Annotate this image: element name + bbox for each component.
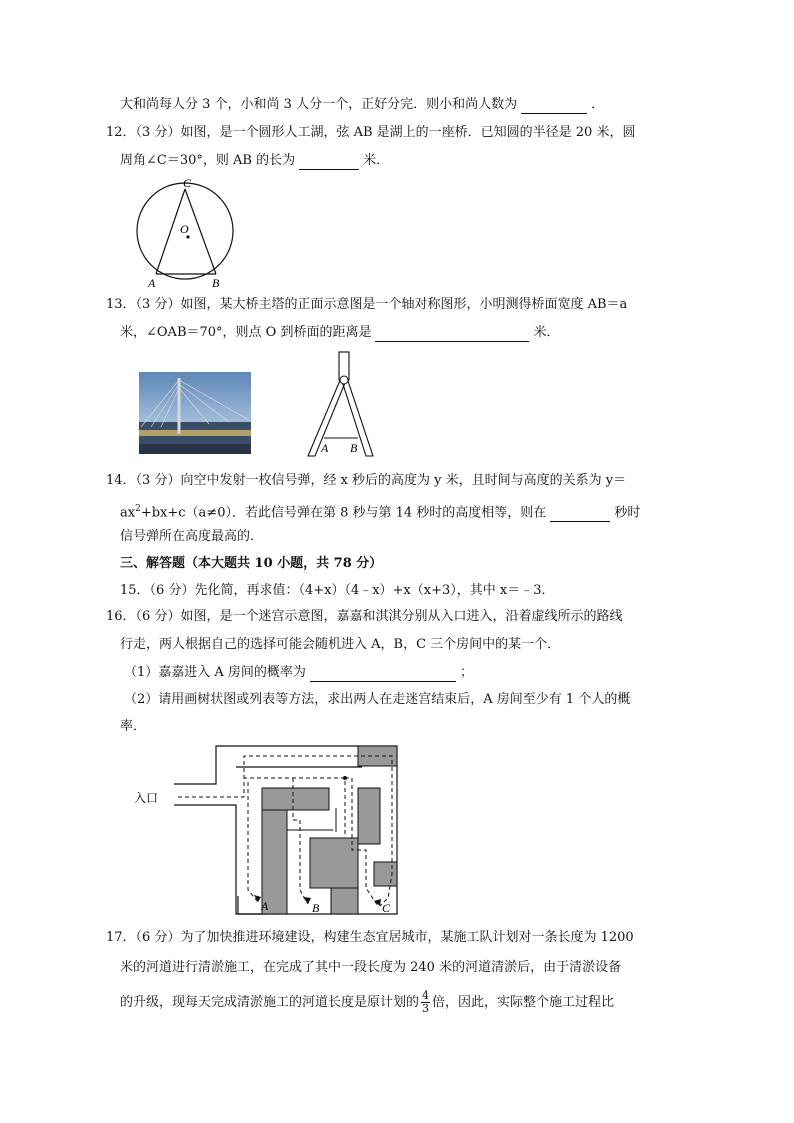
answer-blank[interactable] — [375, 327, 529, 342]
q14-end: 秒时 — [614, 505, 641, 521]
q16-line-5: 率． — [120, 719, 147, 734]
q16-sub1: （1）嘉嘉进入 A 房间的概率为 — [124, 665, 306, 680]
q14-exponent: 2 — [135, 504, 141, 514]
q14-line-1: 14．（3 分）向空中发射一枚信号弹，经 x 秒后的高度为 y 米，且时间与高度的关系为 y＝ — [106, 473, 627, 488]
chord-cb — [185, 189, 216, 274]
room-a-label: A — [261, 899, 269, 913]
q13-text: 米，∠OAB＝70°，则点 O 到桥面的距离是 — [120, 325, 372, 340]
q14-text: +bx+c（a≠0）．若此信号弹在第 8 秒与第 14 秒时的高度相等，则在 — [140, 505, 547, 521]
q13-line-2 — [120, 324, 559, 342]
label-a: A — [148, 276, 156, 290]
label-a: A — [321, 441, 329, 455]
q16-line-4: （2）请用画树状图或列表等方法，求出两人在走迷宫结束后，A 房间至少有 1 个人的概 — [124, 692, 631, 707]
bridge-photo — [139, 372, 251, 454]
fraction-denominator: 3 — [422, 1002, 430, 1015]
label-b: B — [212, 276, 220, 290]
q17-line-2: 米的河道进行清淤施工，在完成了其中一段长度为 240 米的河道清淤后，由于清淤设备 — [120, 960, 622, 975]
q14-line-3: 信号弹所在高度最高的． — [120, 529, 264, 544]
q12-line-2 — [120, 152, 389, 170]
tower-diagram — [300, 350, 380, 460]
q12-end: 米． — [363, 153, 390, 168]
q17-text: 的升级，现每天完成清淤施工的河道长度是原计划的 — [120, 995, 420, 1010]
maze-entrance-label: 入口 — [134, 791, 159, 805]
q12-line-1: 12．（3 分）如图，是一个圆形人工湖，弦 AB 是湖上的一座桥．已知圆的半径是 20 米，圆 — [106, 125, 636, 140]
q11-end: ． — [591, 97, 605, 112]
q14-ax: ax — [120, 505, 136, 521]
q17-end: 倍，因此，实际整个施工过程比 — [432, 995, 615, 1010]
label-o: O — [180, 222, 189, 236]
q16-line-2: 行走，两人根据自己的选择可能会随机进入 A，B，C 三个房间中的某一个． — [120, 637, 561, 652]
maze-diagram — [130, 740, 410, 922]
q14-line-2 — [120, 500, 640, 522]
answer-blank[interactable] — [550, 507, 610, 522]
q11-line — [120, 96, 604, 114]
q12-text: 周角∠C＝30°，则 AB 的长为 — [120, 153, 296, 168]
q17-line-3 — [120, 990, 614, 1015]
answer-blank[interactable] — [521, 99, 587, 114]
q13-end: 米． — [533, 325, 560, 340]
answer-blank[interactable] — [299, 155, 359, 170]
circle-figure — [130, 175, 240, 290]
room-c-label: C — [382, 901, 391, 915]
q17-line-1: 17．（6 分）为了加快推进环境建设，构建生态宜居城市，某施工队计划对一条长度为 1200 — [106, 930, 634, 945]
fraction — [421, 990, 430, 1015]
q13-line-1: 13．（3 分）如图，某大桥主塔的正面示意图是一个轴对称图形，小明测得桥面宽度 AB＝a — [106, 297, 628, 312]
q16-sub1-end: ； — [459, 665, 473, 680]
q15-line: 15．（6 分）先化简，再求值：（4+x）（4﹣x）+x（x+3），其中 x＝﹣3． — [120, 583, 555, 598]
q11-text: 大和尚每人分 3 个，小和尚 3 人分一个，正好分完．则小和尚人数为 — [120, 97, 518, 112]
fraction-numerator: 4 — [422, 989, 430, 1002]
room-b-label: B — [312, 901, 320, 915]
section-heading: 三、解答题（本大题共 10 小题，共 78 分） — [120, 556, 383, 571]
answer-blank[interactable] — [310, 667, 456, 682]
label-b: B — [350, 441, 358, 455]
q16-line-1: 16．（6 分）如图，是一个迷宫示意图，嘉嘉和淇淇分别从入口进入，沿着虚线所示的路线 — [106, 609, 623, 624]
label-c: C — [183, 176, 192, 190]
q16-line-3 — [124, 664, 473, 682]
